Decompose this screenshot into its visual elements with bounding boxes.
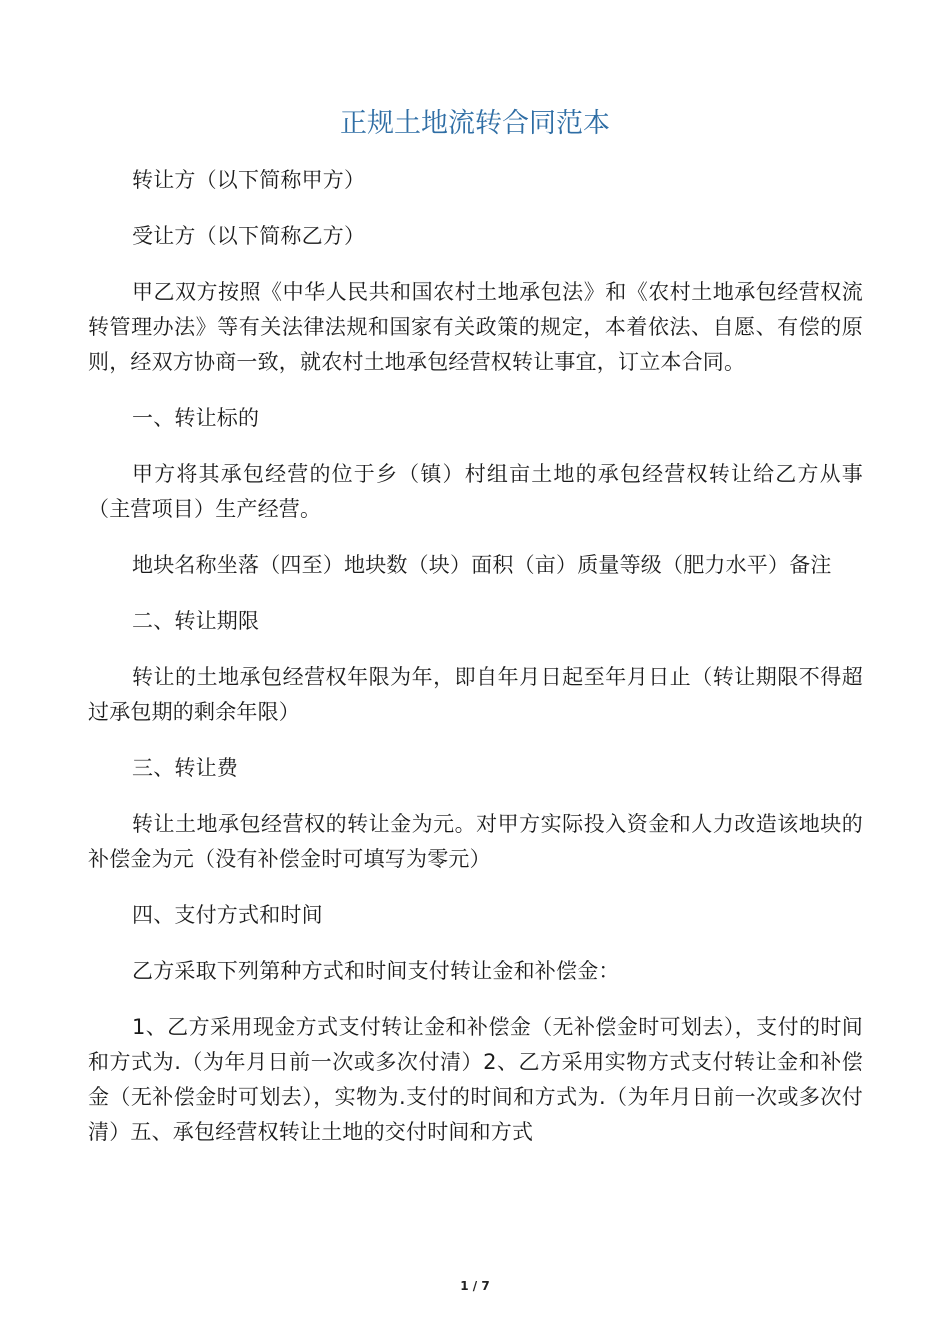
paragraph-payment-methods: 1、乙方采用现金方式支付转让金和补偿金（无补偿金时可划去），支付的时间和方式为.（为年月日前一次或多次付清）2、乙方采用实物方式支付转让金和补偿金（无补偿金时可划去），实物为.支付的时间和方式为.（为年月日前一次或多次付清）五、承包经营权转让土地的交付时间和方式 — [88, 1015, 863, 1144]
section-heading-3: 三、转让费 — [132, 756, 238, 780]
section-heading-1: 一、转让标的 — [132, 406, 260, 430]
paragraph-plot-info: 地块名称坐落（四至）地块数（块）面积（亩）质量等级（肥力水平）备注 — [132, 553, 832, 577]
paragraph-fee: 转让土地承包经营权的转让金为元。对甲方实际投入资金和人力改造该地块的补偿金为元（没有补偿金时可填写为零元） — [88, 812, 863, 871]
paragraph-transferor: 转让方（以下简称甲方） — [132, 168, 366, 192]
paragraph-term: 转让的土地承包经营权年限为年，即自年月日起至年月日止（转让期限不得超过承包期的剩余年限） — [88, 665, 863, 724]
document-title: 正规土地流转合同范本 — [340, 108, 610, 139]
paragraph-subject: 甲方将其承包经营的位于乡（镇）村组亩土地的承包经营权转让给乙方从事（主营项目）生产经营。 — [88, 462, 863, 521]
section-heading-2: 二、转让期限 — [132, 609, 260, 633]
section-heading-4: 四、支付方式和时间 — [132, 903, 323, 927]
page-number: 1 / 7 — [460, 1279, 490, 1293]
paragraph-preamble: 甲乙双方按照《中华人民共和国农村土地承包法》和《农村土地承包经营权流转管理办法》等有关法律法规和国家有关政策的规定，本着依法、自愿、有偿的原则，经双方协商一致，就农村土地承包经营权转让事宜，订立本合同。 — [88, 280, 863, 374]
paragraph-payment-intro: 乙方采取下列第种方式和时间支付转让金和补偿金： — [132, 959, 620, 983]
paragraph-transferee: 受让方（以下简称乙方） — [132, 224, 366, 248]
document-body — [88, 163, 863, 1171]
